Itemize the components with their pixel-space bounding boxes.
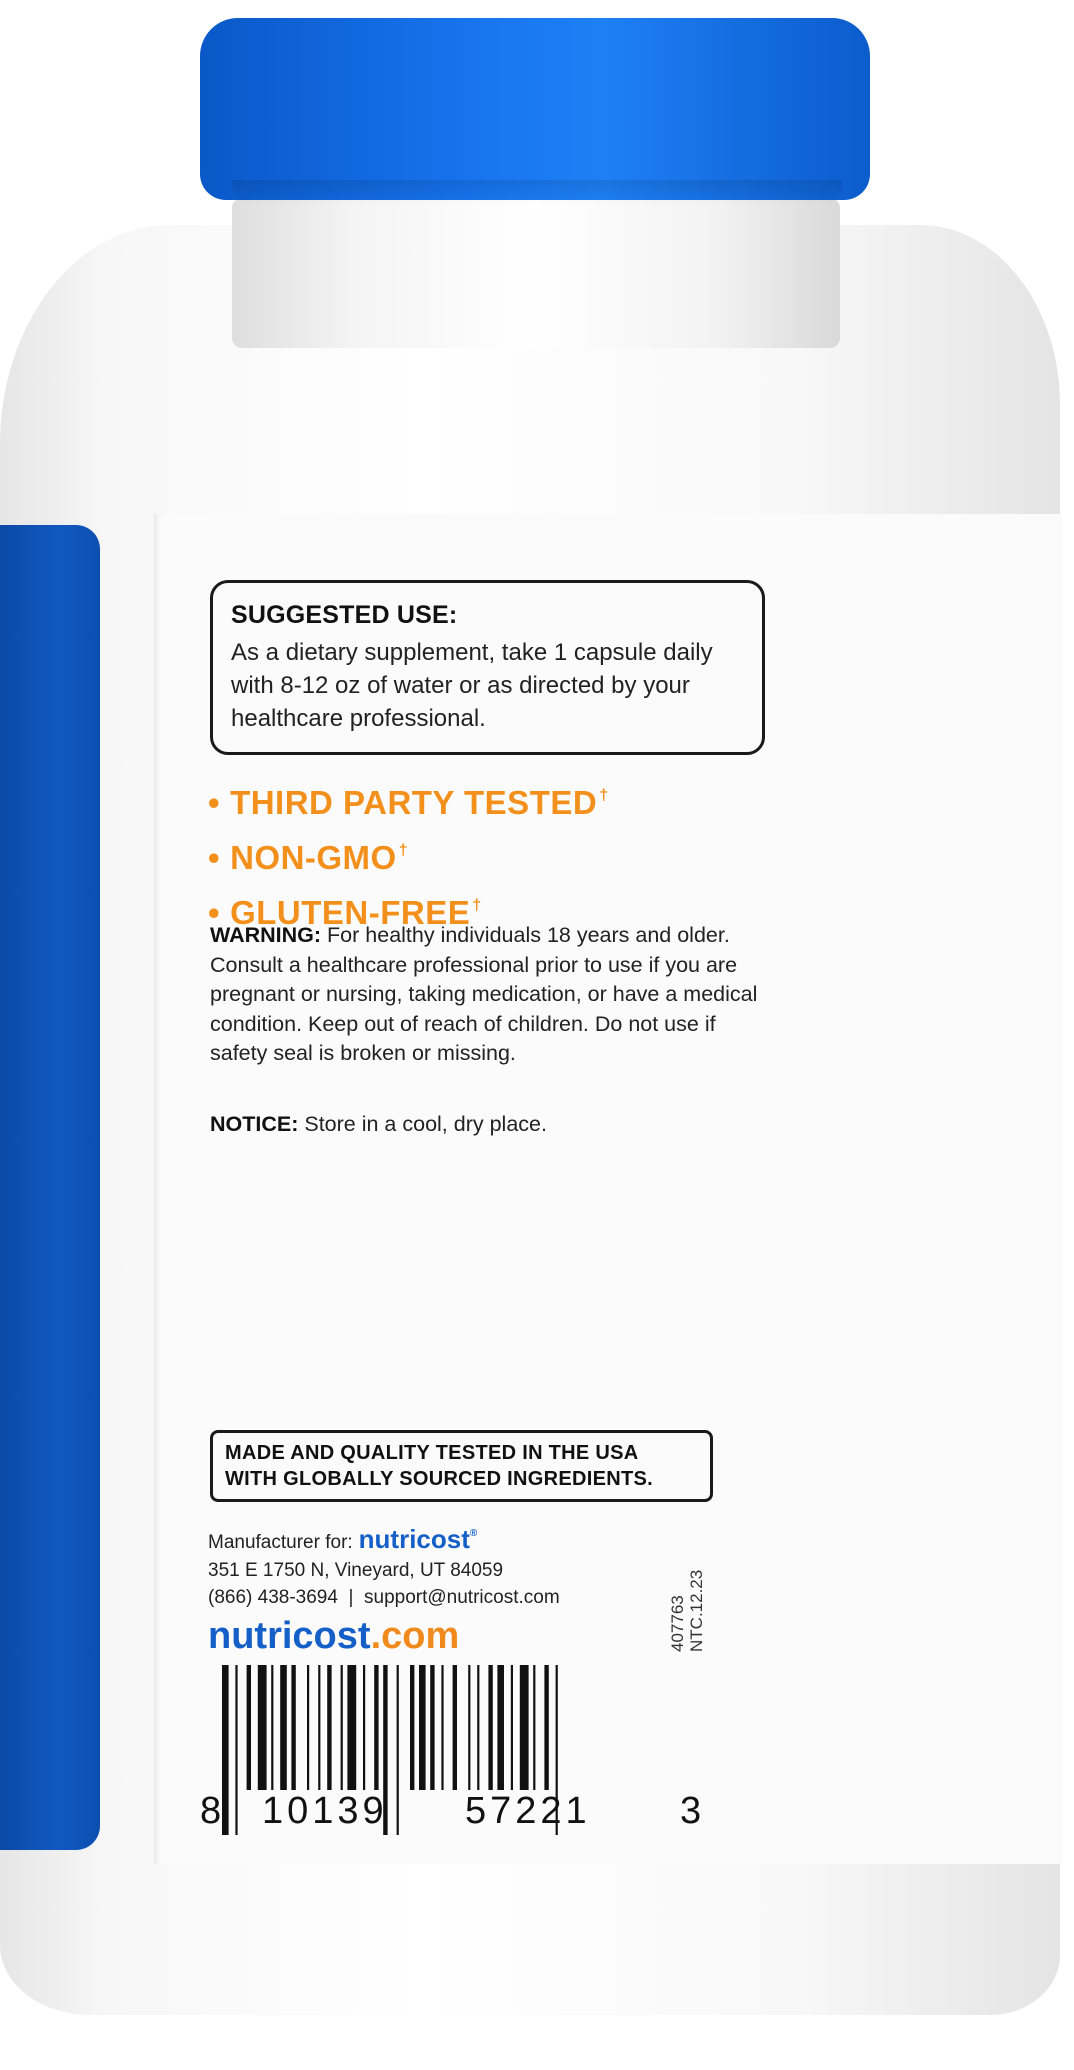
address: 351 E 1750 N, Vineyard, UT 84059 [208, 1560, 504, 1581]
notice-body: Store in a cool, dry place. [298, 1112, 547, 1136]
dagger-mark: † [472, 897, 482, 914]
barcode-digits-left: 10139 [262, 1790, 388, 1832]
bullet: • [208, 839, 221, 876]
manufacturer-line [208, 1520, 768, 1557]
barcode-bar [544, 1665, 548, 1790]
claim-non-gmo [208, 827, 609, 882]
dagger-mark: † [398, 842, 409, 859]
bullet: • [208, 894, 221, 931]
barcode-bar [397, 1665, 399, 1835]
brand-logo-inline [359, 1524, 478, 1554]
lot-code-1: 407763 [668, 1595, 687, 1652]
barcode-bar [533, 1665, 535, 1790]
barcode-bar [280, 1665, 287, 1790]
warning-label: WARNING: [210, 923, 322, 947]
warning-body: For healthy individuals 18 years and older. Consult a healthcare professional prior to use if you are pregnant or nursing, taking medication, or have a medical condition. Keep out of reach of children. Do not use if safety seal is broken or missing. [210, 923, 758, 1065]
barcode-bar [341, 1665, 343, 1790]
barcode-bar [497, 1665, 504, 1790]
barcode-bar [441, 1665, 443, 1790]
cap-shadow [232, 180, 842, 204]
barcode-bar [410, 1665, 414, 1790]
barcode-bar [247, 1665, 251, 1790]
suggested-use-title: SUGGESTED USE: [231, 601, 458, 629]
suggested-use-text: As a dietary supplement, take 1 capsule daily with 8-12 oz of water or as directed by your healthcare professional. [231, 639, 713, 732]
barcode-bar [307, 1665, 309, 1790]
website-tld: .com [370, 1615, 460, 1657]
barcode-bar [511, 1665, 513, 1790]
warning-text [210, 921, 770, 1069]
barcode-bar [291, 1665, 295, 1790]
barcode-bar [374, 1665, 378, 1790]
bottle-cap [200, 18, 870, 200]
barcode-bar [477, 1665, 479, 1790]
barcode-digit-first: 8 [200, 1790, 226, 1832]
barcode-digit-check: 3 [680, 1790, 706, 1832]
label-edge [154, 514, 160, 1864]
made-in-line-2: WITH GLOBALLY SOURCED INGREDIENTS. [225, 1468, 654, 1490]
separator: | [348, 1587, 354, 1608]
dagger-mark: † [599, 787, 609, 804]
claim-third-party-tested [208, 772, 609, 827]
label-blue-stripe [0, 525, 100, 1850]
made-in-line-1: MADE AND QUALITY TESTED IN THE USA [225, 1442, 639, 1464]
notice-text [210, 1110, 770, 1139]
email: support@nutricost.com [364, 1587, 560, 1608]
barcode-bar [235, 1665, 237, 1835]
website-name: nutricost [208, 1615, 371, 1657]
barcode-bar [258, 1665, 267, 1790]
barcode-bar [327, 1665, 331, 1790]
barcode-bar [419, 1665, 426, 1790]
barcode-bar [468, 1665, 470, 1790]
claims-list [208, 772, 609, 937]
made-in-usa-box [210, 1430, 713, 1502]
barcode-bar [520, 1665, 529, 1790]
manufacturer-prefix: Manufacturer for: [208, 1532, 353, 1553]
registered-mark: ® [469, 1528, 478, 1539]
phone: (866) 438-3694 [208, 1587, 338, 1608]
barcode-bar [430, 1665, 434, 1790]
barcode-bar [363, 1665, 365, 1790]
barcode-bar [488, 1665, 492, 1790]
suggested-use-box [210, 580, 765, 755]
claim-text: THIRD PARTY TESTED [230, 784, 598, 821]
lot-code-2: NTC.12.23 [687, 1569, 706, 1652]
barcode-digits-right: 57221 [465, 1790, 591, 1832]
claim-text: NON-GMO [230, 839, 397, 876]
barcode-bar [347, 1665, 356, 1790]
barcode-bar [453, 1665, 457, 1790]
barcode-bar [318, 1665, 320, 1790]
bottle-neck [232, 198, 840, 348]
notice-label: NOTICE: [210, 1112, 299, 1136]
bullet: • [208, 784, 221, 821]
barcode-bar [271, 1665, 273, 1790]
lot-code [668, 1570, 706, 1652]
brand-name: nutricost [358, 1524, 470, 1554]
claim-text: GLUTEN-FREE [230, 894, 471, 931]
